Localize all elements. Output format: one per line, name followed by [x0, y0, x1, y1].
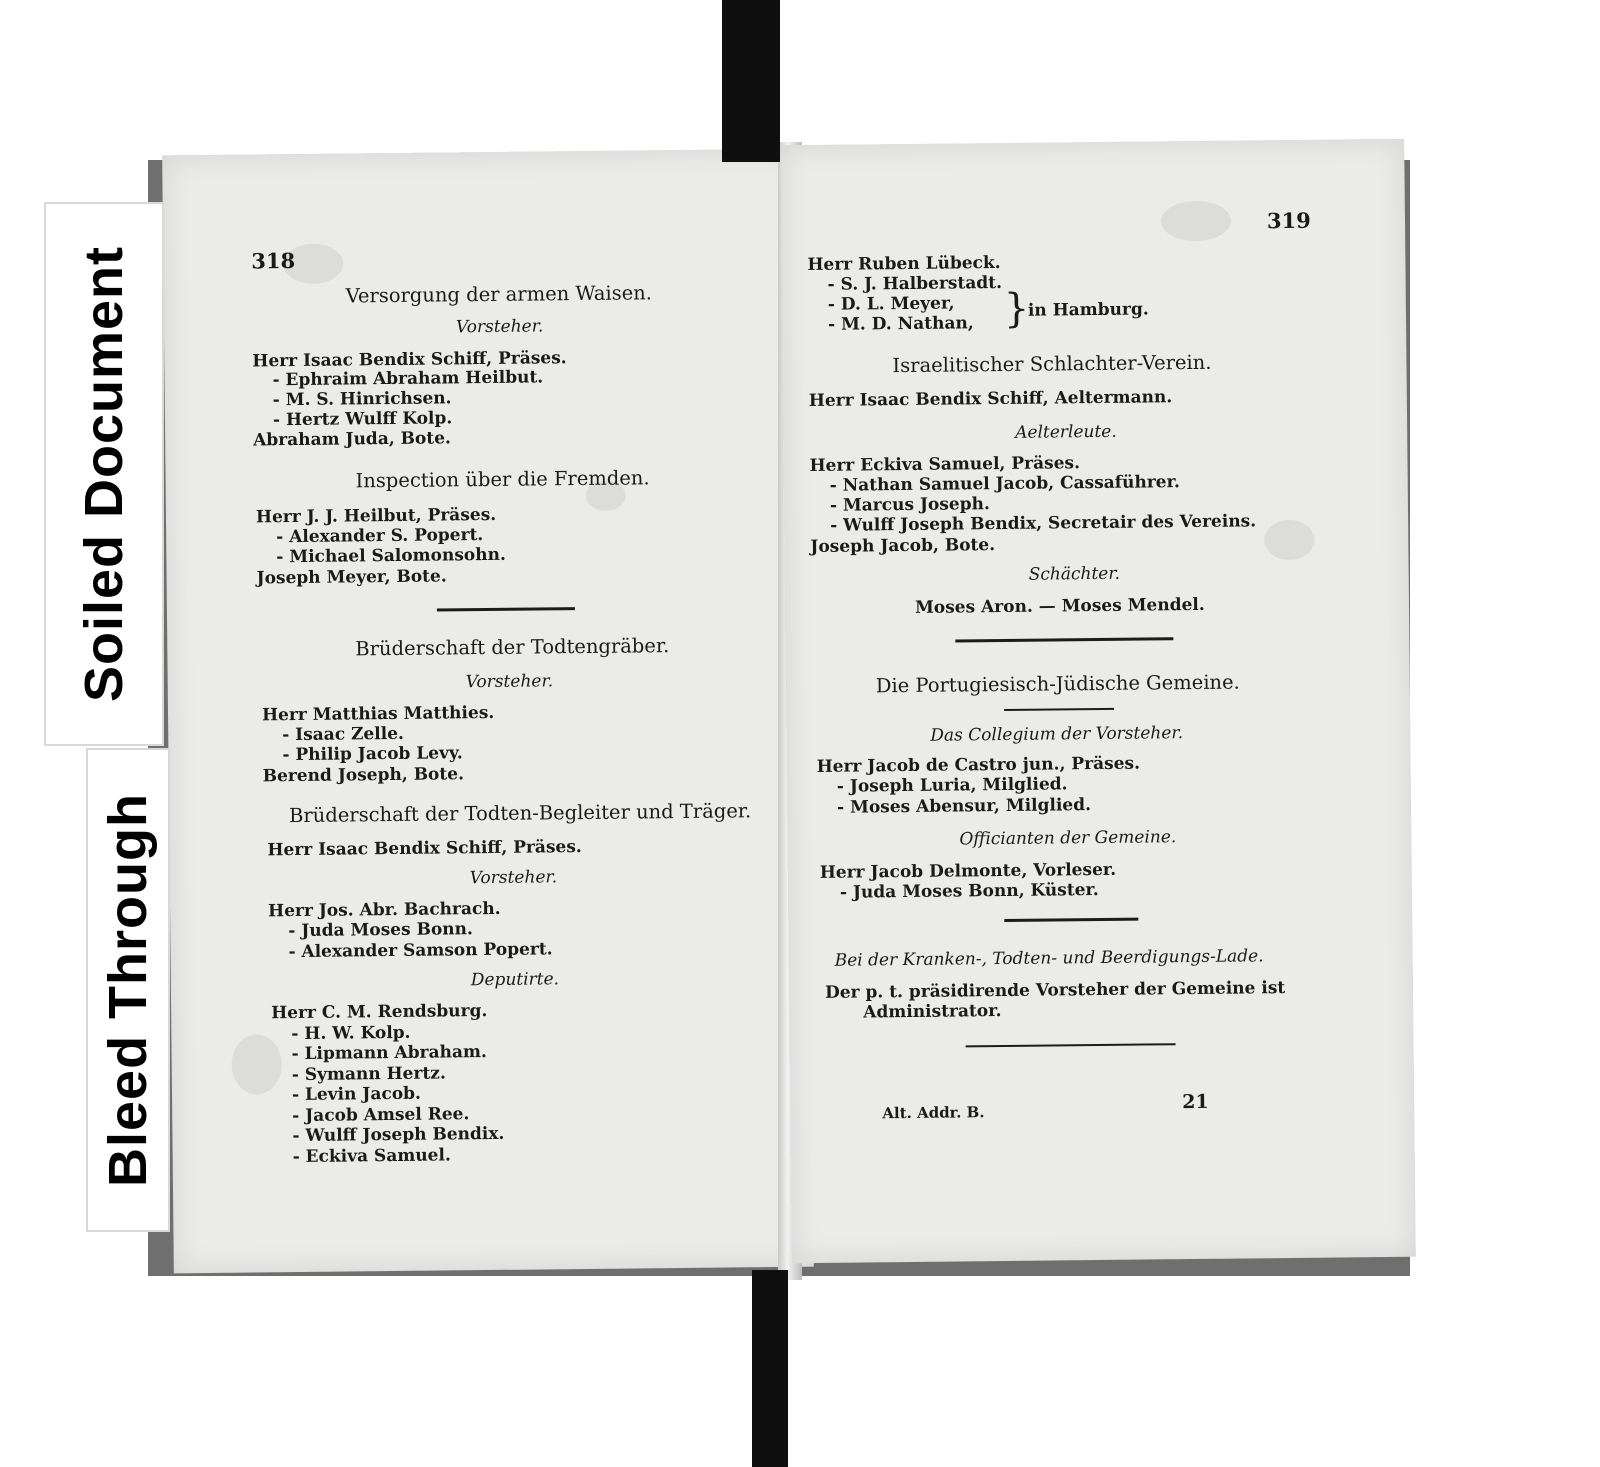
- member-line: Herr Jos. Abr. Bachrach.: [267, 898, 501, 922]
- footer-signature: Alt. Addr. B.: [882, 1103, 985, 1123]
- deputirte-line: - Eckiva Samuel.: [292, 1145, 451, 1168]
- footer-number: 21: [1182, 1090, 1209, 1114]
- member-line: - Michael Salomonsohn.: [276, 544, 506, 568]
- soiled-document-text: Soiled Document: [74, 245, 135, 703]
- soiled-document-label: [44, 202, 164, 746]
- section-divider: [437, 607, 575, 611]
- section-divider: [966, 1043, 1176, 1047]
- right-page: [780, 139, 1416, 1263]
- subtitle-todtengraeber: Vorsteher.: [465, 671, 554, 693]
- officianten-label: Officianten der Gemeine.: [959, 827, 1177, 850]
- bote-line: Joseph Jacob, Bote.: [810, 535, 996, 558]
- member-line: - M. D. Nathan,: [827, 313, 974, 335]
- section-title-todtengraeber: Brüderschaft der Todtengräber.: [355, 634, 670, 661]
- brace-mark: }: [1003, 285, 1030, 332]
- section-title-begleiter: Brüderschaft der Todten-Begleiter und Träger.: [288, 799, 752, 828]
- member-line: Herr Jacob de Castro jun., Präses.: [816, 753, 1141, 777]
- schaechter-label: Schächter.: [1028, 563, 1121, 585]
- page-number: 318: [251, 247, 296, 274]
- section-title-waisen: Versorgung der armen Waisen.: [345, 281, 653, 308]
- member-line: Herr Isaac Bendix Schiff, Präses.: [252, 348, 567, 372]
- section-title-fremden: Inspection über die Fremden.: [355, 466, 650, 493]
- title-underline: [1004, 708, 1114, 711]
- schaechter-names: Moses Aron. — Moses Mendel.: [914, 594, 1205, 618]
- member-line: - Ephraim Abraham Heilbut.: [272, 367, 544, 391]
- subtitle-waisen: Vorsteher.: [455, 316, 544, 338]
- member-line: - Alexander Samson Popert.: [288, 939, 553, 963]
- section-divider: [1004, 918, 1138, 922]
- member-line: - Juda Moses Bonn.: [288, 919, 473, 942]
- lade-text: Der p. t. präsidirende Vorsteher der Gemeine ist: [824, 978, 1286, 1003]
- bleed-through-text: Bleed Through: [98, 793, 159, 1187]
- deputirte-line: - H. W. Kolp.: [291, 1022, 411, 1045]
- aeltermann-line: Herr Isaac Bendix Schiff, Aeltermann.: [808, 387, 1173, 412]
- bote-line: Abraham Juda, Bote.: [253, 428, 452, 451]
- member-line: - Moses Abensur, Milglied.: [836, 795, 1092, 818]
- deputirte-line: - Wulff Joseph Bendix.: [292, 1123, 505, 1147]
- member-line: Herr Ruben Lübeck.: [807, 252, 1001, 276]
- deputirte-line: - Lipmann Abraham.: [291, 1042, 487, 1065]
- bote-line: Joseph Meyer, Bote.: [256, 566, 447, 589]
- deputirte-line: - Symann Hertz.: [291, 1063, 446, 1086]
- praeses-line: Herr Isaac Bendix Schiff, Präses.: [267, 837, 582, 861]
- section-divider: [955, 637, 1173, 642]
- member-line: - D. L. Meyer,: [827, 293, 955, 315]
- member-line: - Philip Jacob Levy.: [282, 743, 463, 766]
- binding-clip-top: [722, 0, 780, 162]
- member-line: - M. S. Hinrichsen.: [272, 388, 452, 411]
- deputirte-line: Herr C. M. Rendsburg.: [271, 1001, 488, 1024]
- section-title-portugiesisch: Die Portugiesisch-Jüdische Gemeine.: [875, 670, 1240, 698]
- subtitle-begleiter: Vorsteher.: [469, 867, 558, 889]
- deputirte-line: - Jacob Amsel Ree.: [292, 1104, 470, 1127]
- bote-line: Berend Joseph, Bote.: [262, 764, 465, 787]
- left-page: [162, 149, 814, 1274]
- member-line: Herr J. J. Heilbut, Präses.: [255, 504, 497, 528]
- hamburg-note: in Hamburg.: [1027, 299, 1149, 321]
- member-line: - Hertz Wulff Kolp.: [272, 408, 453, 431]
- member-line: - Marcus Joseph.: [829, 494, 990, 516]
- member-line: - S. J. Halberstadt.: [827, 272, 1003, 295]
- member-line: - Isaac Zelle.: [282, 723, 405, 746]
- deputirte-line: - Levin Jacob.: [291, 1083, 422, 1106]
- member-line: - Alexander S. Popert.: [276, 525, 484, 548]
- member-line: Herr Eckiva Samuel, Präses.: [809, 453, 1081, 477]
- member-line: Herr Jacob Delmonte, Vorleser.: [819, 859, 1117, 883]
- deputirte-label: Deputirte.: [470, 969, 560, 991]
- subtitle-aelterleute: Aelterleute.: [1015, 421, 1117, 443]
- bleed-through-label: [86, 748, 170, 1232]
- binding-clip-bottom: [752, 1270, 788, 1467]
- member-line: - Wulff Joseph Bendix, Secretair des Vereins.: [830, 511, 1257, 536]
- member-line: - Joseph Luria, Milglied.: [836, 774, 1068, 797]
- member-line: - Nathan Samuel Jacob, Cassaführer.: [829, 472, 1180, 496]
- section-title-schlachter: Israelitischer Schlachter-Verein.: [892, 350, 1212, 378]
- lade-text: Administrator.: [863, 1001, 1002, 1023]
- page-number: 319: [1266, 207, 1311, 234]
- member-line: - Juda Moses Bonn, Küster.: [839, 880, 1099, 903]
- lade-title: Bei der Kranken-, Todten- und Beerdigungs-Lade.: [834, 946, 1264, 971]
- member-line: Herr Matthias Matthies.: [261, 702, 495, 726]
- collegium-label: Das Collegium der Vorsteher.: [930, 723, 1184, 746]
